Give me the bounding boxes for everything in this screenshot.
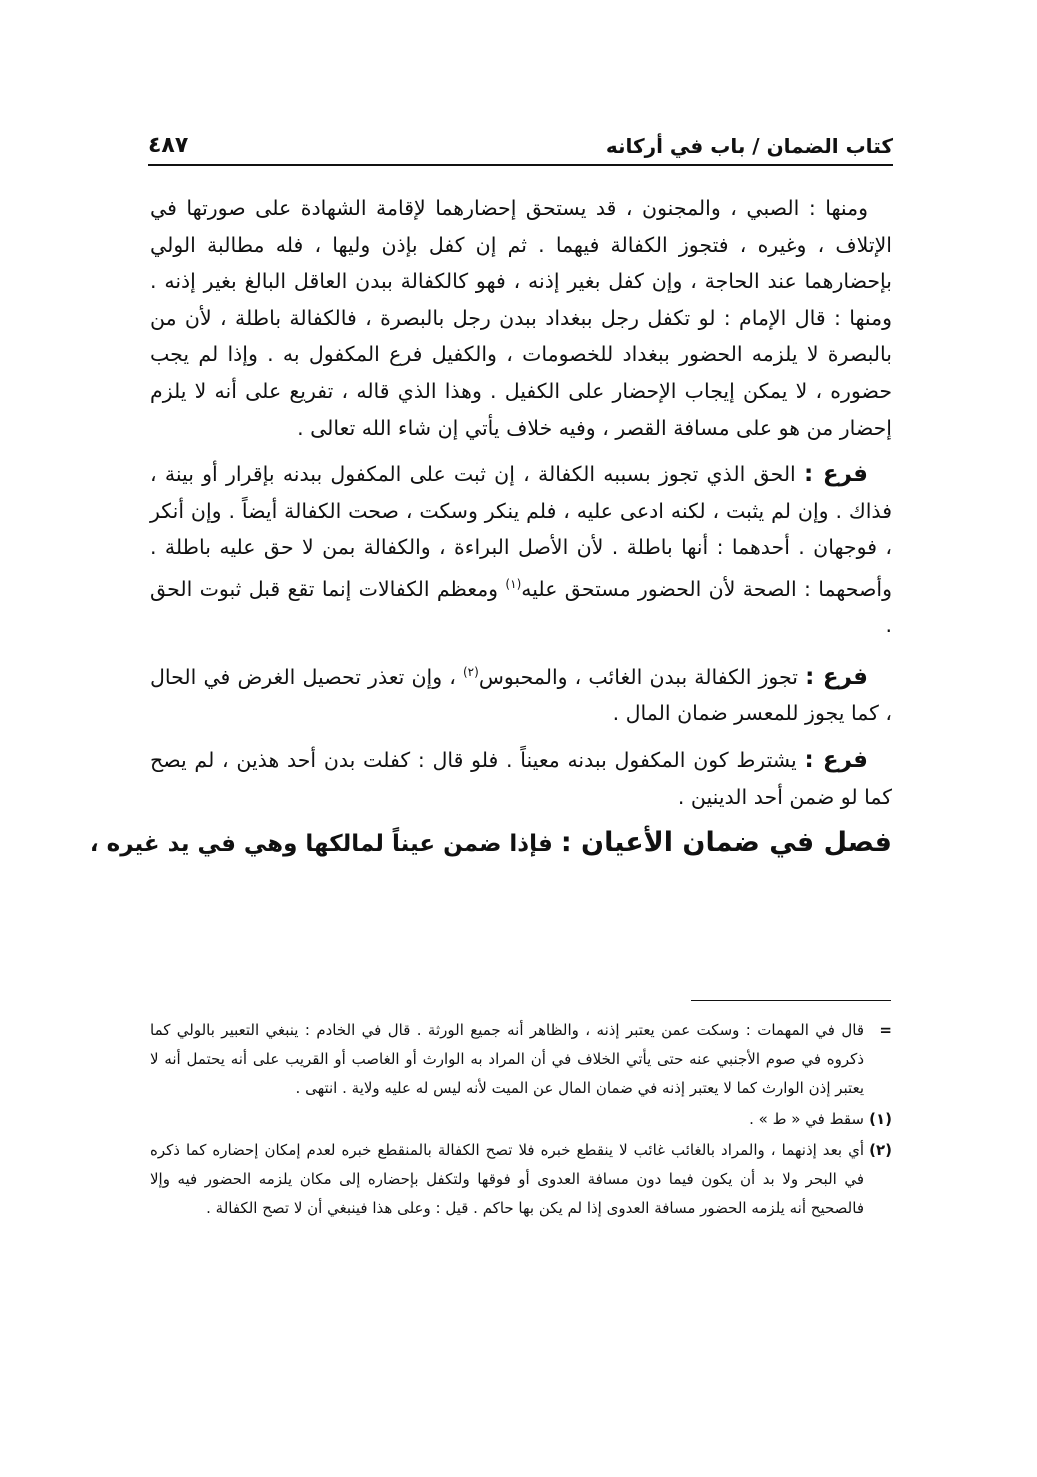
footnote-2-mark: (٢): [869, 1141, 892, 1159]
footnote-2-text: أي بعد إذنهما ، والمراد بالغائب غائب لا ينقطع خبره فلا تصح الكفالة بالمنقطع خبره لعدم إمكان إحضاره كما ذكره في البحر ولا بد أن يكون فيما دون مسافة العدوى أو فوقها ولتكفل بإحضاره إلى مكان يلزمه الحضور فيه وإلا فالصحيح أنه يلزمه الحضور مسافة العدوى إذا لم يكن بها حاكم . قيل : وعلى هذا فينبغي أن لا تصح الكفالة .: [150, 1141, 864, 1217]
paragraph-2-lead: فرع :: [804, 461, 868, 488]
paragraph-3-text-b: ، وإن تعذر تحصيل الغرض في الحال ، كما يجوز للمعسر ضمان المال .: [150, 664, 892, 726]
paragraph-2: [150, 456, 892, 644]
footnotes: [150, 1016, 892, 1225]
page-number: ٤٨٧: [148, 133, 189, 158]
paragraph-1: ومنها : الصبي ، والمجنون ، قد يستحق إحضارهما لإقامة الشهادة على صورتها في الإتلاف ، وغيره ، فتجوز الكفالة فيهما . ثم إن كفل بإذن وليها ، فله مطالبة الولي بإحضارهما عند الحاجة ، وإن كفل بغير إذنه ، فهو كالكفالة ببدن العاقل البالغ بغير إذنه . ومنها : قال الإمام : لو تكفل رجل ببغداد ببدن رجل بالبصرة ، فالكفالة باطلة ، لأن من بالبصرة لا يلزمه الحضور ببغداد للخصومات ، والكفيل فرع المكفول به . وإذا لم يجب حضوره ، لا يمكن إيجاب الإحضار على الكفيل . وهذا الذي قاله ، تفريع على أنه لا يلزم إحضار من هو على مسافة القصر ، وفيه خلاف يأتي إن شاء الله تعالى .: [150, 196, 892, 440]
footnote-1-mark: (١): [869, 1110, 892, 1128]
paragraph-4-text: يشترط كون المكفول ببدنه معيناً . فلو قال : كفلت بدن أحد هذين ، لم يصح كما لو ضمن أحد الدينين .: [150, 747, 892, 809]
footnote-ref-2: (٢): [462, 664, 479, 679]
paragraph-2-text-b: ومعظم الكفالات إنما تقع قبل ثبوت الحق .: [150, 576, 892, 638]
footnote-continuation-mark: =: [879, 1021, 892, 1039]
paragraph-3-lead: فرع :: [805, 663, 868, 690]
paragraph-2-text-a: الحق الذي تجوز بسببه الكفالة ، إن ثبت على المكفول ببدنه بإقرار أو بينة ، فذاك . وإن لم يثبت ، لكنه ادعى عليه ، فلم ينكر وسكت ، صحت الكفالة أيضاً . وإن أنكر ، فوجهان . أحدهما : أنها باطلة . لأن الأصل البراءة ، والكفالة بمن لا حق عليه باطلة . وأصحهما : الصحة لأن الحضور مستحق عليه: [150, 462, 892, 601]
footnote-ref-1: (١): [505, 576, 522, 591]
footnote-divider: [691, 1000, 891, 1001]
paragraph-4: [150, 742, 892, 815]
footnote-2: [150, 1136, 892, 1223]
footnote-continuation-text: قال في المهمات : وسكت عمن يعتبر إذنه ، والظاهر أنه جميع الورثة . قال في الخادم : ينبغي التعبير بالولي كما ذكروه في صوم الأجنبي عنه حتى يأتي الخلاف في أن المراد به الوارث أو الغاصب أو القريب على أنه يحتمل أنه لا يعتبر إذن الوارث كما لا يعتبر إذنه في ضمان المال عن الميت لأنه ليس له عليه ولاية . انتهى .: [150, 1021, 864, 1097]
footnote-continuation: [150, 1016, 892, 1103]
footnote-1-text: سقط في « ط » .: [749, 1110, 864, 1128]
page-header: [148, 118, 893, 166]
section-heading-lead: فصل في ضمان الأعيان :: [560, 827, 892, 859]
paragraph-3: [150, 654, 892, 732]
section-heading: [89, 825, 892, 863]
paragraph-3-text-a: تجوز الكفالة ببدن الغائب ، والمحبوس: [478, 664, 798, 689]
running-title: كتاب الضمان / باب في أركانه: [605, 134, 893, 158]
paragraph-4-lead: فرع :: [804, 746, 868, 773]
footnote-1: [150, 1105, 892, 1134]
section-heading-text: فإذا ضمن عيناً لمالكها وهي في يد غيره ،: [89, 831, 553, 858]
main-text: [89, 190, 892, 873]
